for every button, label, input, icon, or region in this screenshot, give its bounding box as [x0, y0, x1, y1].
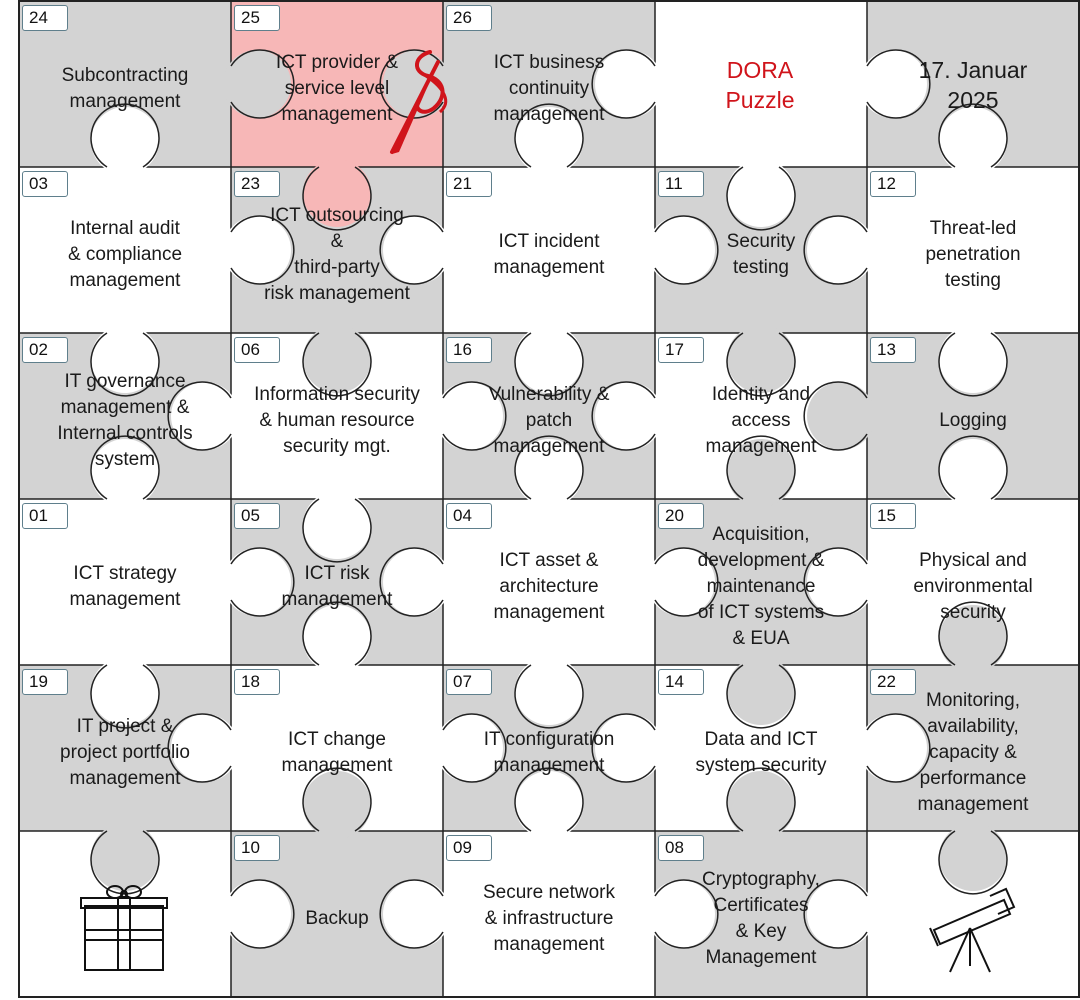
- puzzle-tab: [939, 439, 1007, 507]
- puzzle-tab: [595, 382, 663, 450]
- puzzle-date: 17. Januar 2025: [918, 57, 1028, 113]
- piece-number-10: 10: [234, 835, 280, 861]
- puzzle-tab: [807, 382, 875, 450]
- puzzle-tab: [91, 107, 159, 175]
- piece-number-21: 21: [446, 171, 492, 197]
- piece-label-19: IT project & project portfolio management: [60, 716, 190, 789]
- puzzle-tab: [859, 50, 927, 118]
- puzzle-tab: [383, 216, 451, 284]
- puzzle-tab: [727, 771, 795, 839]
- piece-label-02: IT governance management & Internal controls system: [57, 371, 193, 470]
- puzzle-tab: [383, 548, 451, 616]
- puzzle-tab: [727, 657, 795, 725]
- piece-number-15: 15: [870, 503, 916, 529]
- puzzle-tab: [807, 548, 875, 616]
- piece-label-12: Threat-led penetration testing: [925, 218, 1021, 291]
- piece-number-05: 05: [234, 503, 280, 529]
- piece-label-24: Subcontracting management: [61, 65, 189, 112]
- puzzle-tab: [647, 548, 715, 616]
- piece-number-14: 14: [658, 669, 704, 695]
- piece-label-25: ICT provider & service level management: [275, 52, 399, 125]
- piece-number-23: 23: [234, 171, 280, 197]
- piece-number-11: 11: [658, 171, 704, 197]
- piece-number-02: 02: [22, 337, 68, 363]
- piece-label-05: ICT risk management: [281, 563, 393, 610]
- piece-label-15: Physical and environmental security: [913, 550, 1033, 623]
- puzzle-tab: [91, 325, 159, 393]
- piece-label-21: ICT incident management: [493, 231, 605, 278]
- puzzle-tab: [939, 325, 1007, 393]
- puzzle-tab: [515, 657, 583, 725]
- piece-label-11: Security testing: [726, 231, 796, 278]
- puzzle-tab: [515, 771, 583, 839]
- piece-number-13: 13: [870, 337, 916, 363]
- puzzle-tab: [303, 771, 371, 839]
- piece-label-09: Secure network & infrastructure management: [482, 882, 615, 955]
- piece-label-16: Vulnerability & patch management: [488, 384, 610, 457]
- puzzle-tab: [515, 439, 583, 507]
- piece-label-10: Backup: [305, 908, 369, 929]
- puzzle-tab: [223, 880, 291, 948]
- piece-label-06: Information security & human resource security mgt.: [254, 384, 420, 457]
- piece-label-01: ICT strategy management: [69, 563, 181, 610]
- puzzle-tab: [727, 159, 795, 227]
- piece-number-18: 18: [234, 669, 280, 695]
- puzzle-tab: [435, 714, 503, 782]
- piece-number-20: 20: [658, 503, 704, 529]
- piece-label-18: ICT change management: [281, 729, 393, 776]
- piece-number-25: 25: [234, 5, 280, 31]
- puzzle-tab: [807, 880, 875, 948]
- puzzle-tab: [303, 605, 371, 673]
- piece-label-04: ICT asset & architecture management: [493, 550, 605, 623]
- puzzle-tab: [303, 159, 371, 227]
- puzzle-tab: [647, 216, 715, 284]
- puzzle-tab: [91, 657, 159, 725]
- puzzle-tab: [515, 325, 583, 393]
- puzzle-tab: [303, 491, 371, 559]
- piece-number-01: 01: [22, 503, 68, 529]
- piece-label-13: Logging: [939, 410, 1007, 431]
- puzzle-tab: [807, 216, 875, 284]
- puzzle-tab: [303, 325, 371, 393]
- puzzle-tab: [859, 714, 927, 782]
- puzzle-tab: [515, 107, 583, 175]
- piece-label-23: ICT outsourcing & third-party risk management: [264, 205, 410, 304]
- piece-number-17: 17: [658, 337, 704, 363]
- piece-number-22: 22: [870, 669, 916, 695]
- piece-label-20: Acquisition, development & maintenance of ICT systems & EUA: [697, 524, 825, 649]
- puzzle-tab: [223, 216, 291, 284]
- piece-number-19: 19: [22, 669, 68, 695]
- piece-number-03: 03: [22, 171, 68, 197]
- puzzle-tab: [727, 439, 795, 507]
- dora-puzzle-title: DORA Puzzle: [725, 57, 795, 113]
- piece-number-12: 12: [870, 171, 916, 197]
- puzzle-tab: [223, 50, 291, 118]
- puzzle-tab: [171, 382, 239, 450]
- piece-number-09: 09: [446, 835, 492, 861]
- piece-label-26: ICT business continuity management: [493, 52, 605, 125]
- piece-label-17: Identity and access management: [705, 384, 817, 457]
- piece-number-07: 07: [446, 669, 492, 695]
- piece-label-03: Internal audit & compliance management: [67, 218, 183, 291]
- puzzle-tab: [647, 880, 715, 948]
- puzzle-tab: [939, 605, 1007, 673]
- puzzle-tab: [383, 880, 451, 948]
- piece-label-14: Data and ICT system security: [695, 729, 827, 776]
- piece-number-08: 08: [658, 835, 704, 861]
- puzzle-tab: [435, 382, 503, 450]
- piece-number-16: 16: [446, 337, 492, 363]
- puzzle-tab: [223, 548, 291, 616]
- puzzle-tab: [727, 325, 795, 393]
- piece-number-04: 04: [446, 503, 492, 529]
- puzzle-tab: [595, 50, 663, 118]
- piece-label-08: Cryptography, Certificates & Key Management: [702, 869, 820, 968]
- puzzle-tab: [939, 823, 1007, 891]
- piece-number-06: 06: [234, 337, 280, 363]
- piece-label-22: Monitoring, availability, capacity & performance management: [917, 690, 1029, 815]
- puzzle-tab: [91, 439, 159, 507]
- piece-label-07: IT configuration management: [483, 729, 615, 776]
- piece-number-26: 26: [446, 5, 492, 31]
- puzzle-tab: [939, 107, 1007, 175]
- puzzle-piece-bg: [655, 1, 867, 167]
- puzzle-tab: [595, 714, 663, 782]
- puzzle-tab: [171, 714, 239, 782]
- puzzle-tab: [91, 823, 159, 891]
- piece-number-24: 24: [22, 5, 68, 31]
